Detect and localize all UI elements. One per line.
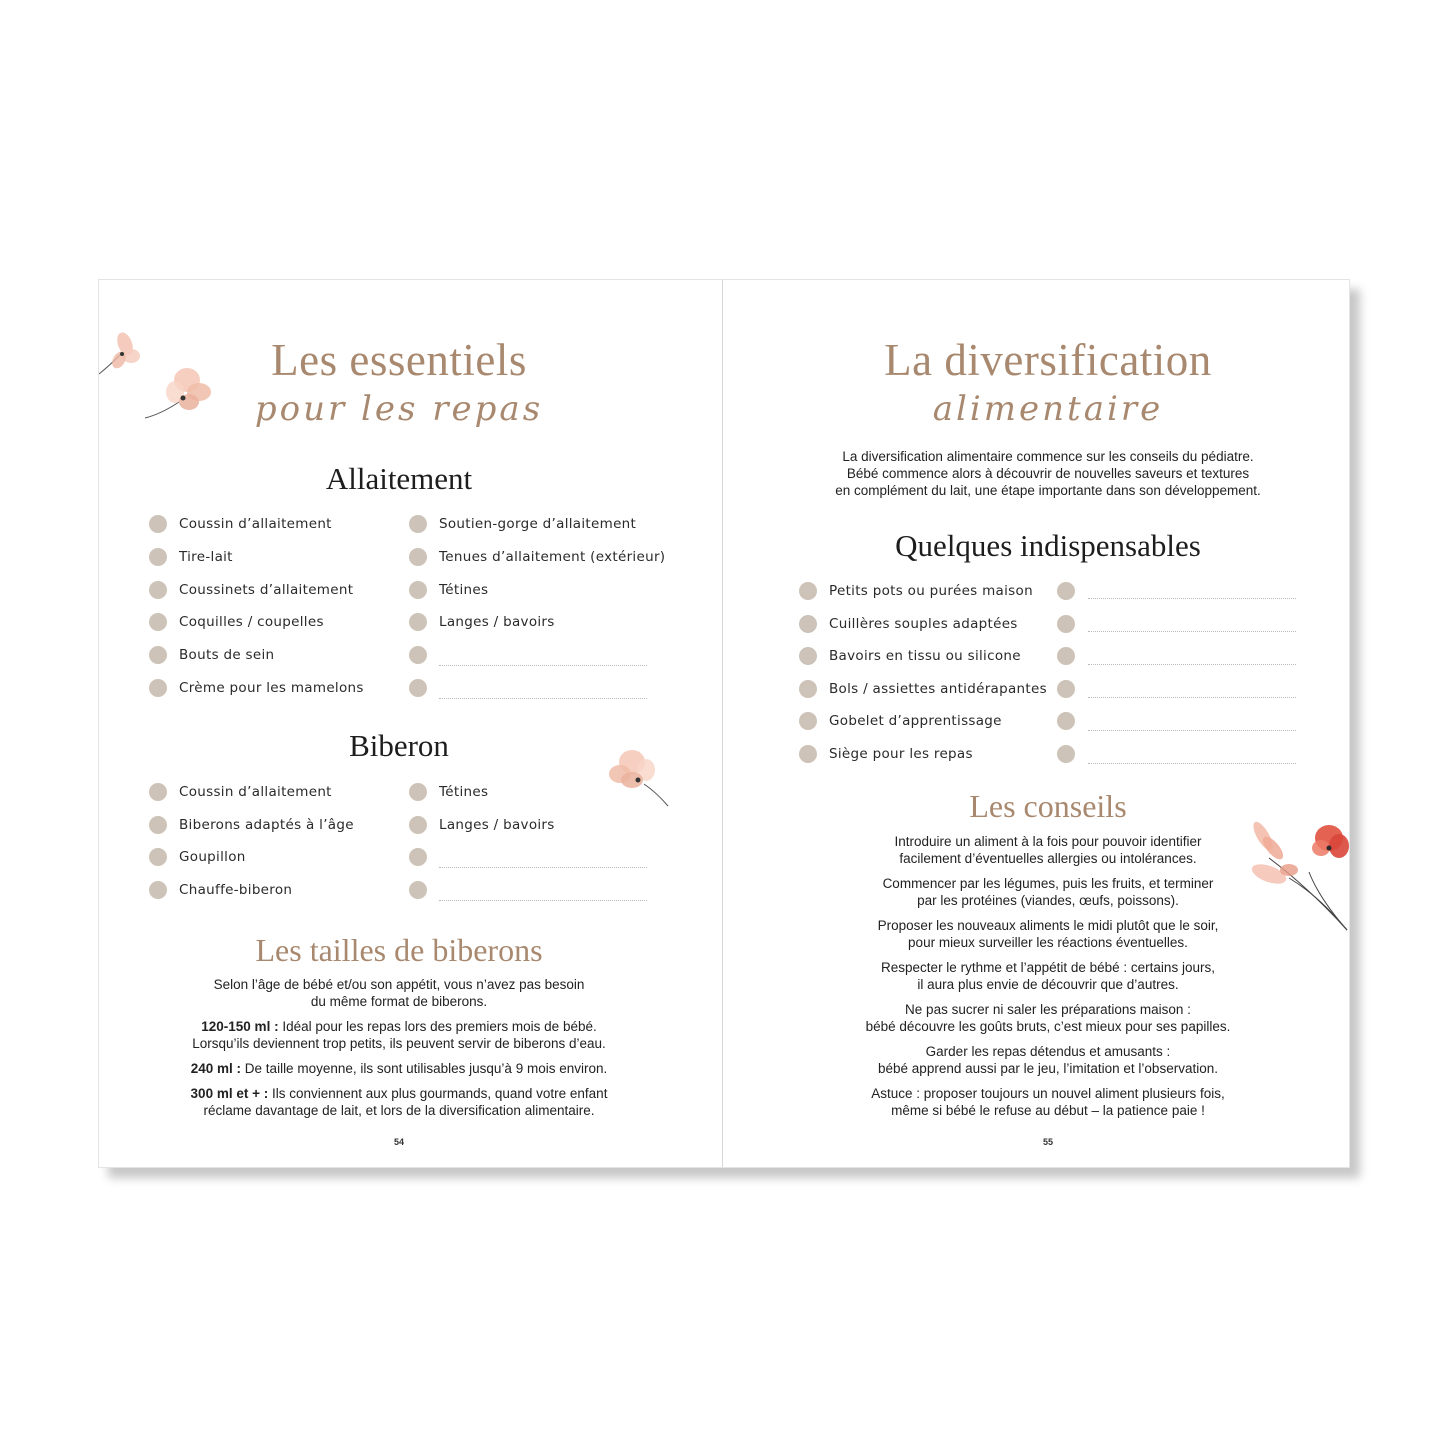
write-in-line[interactable] (1088, 730, 1296, 731)
checkbox-bullet[interactable] (149, 679, 167, 697)
write-in-line[interactable] (439, 698, 647, 699)
checklist-item[interactable]: Coussin d’allaitement (149, 513, 332, 535)
section-heading-allaitement: Allaitement (325, 461, 473, 496)
checkbox-bullet[interactable] (409, 816, 427, 834)
checkbox-bullet[interactable] (409, 848, 427, 866)
right-page (723, 280, 1349, 1167)
checkbox-bullet[interactable] (409, 581, 427, 599)
tailles-paragraph-240: 240 ml : De taille moyenne, ils sont utilisables jusqu’à 9 mois environ. (190, 1061, 608, 1076)
checkbox-bullet[interactable] (149, 848, 167, 866)
checkbox-bullet[interactable] (149, 646, 167, 664)
checklist-item[interactable]: Coquilles / coupelles (149, 611, 324, 633)
page-number: 54 (393, 1137, 404, 1147)
tailles-paragraph-300: 300 ml et + : Ils conviennent aux plus gourmands, quand votre enfant réclame davantage de lait, et lors de la diversification alimentaire. (190, 1086, 608, 1118)
checkbox-bullet[interactable] (409, 515, 427, 533)
tailles-intro: Selon l’âge de bébé et/ou son appétit, vous n’avez pas besoin du même format de biberons. (213, 977, 585, 1009)
checkbox-bullet[interactable] (149, 881, 167, 899)
checklist-item[interactable]: Chauffe-biberon (149, 879, 292, 901)
checklist-item-blank[interactable] (409, 644, 427, 666)
checklist-item[interactable]: Biberons adaptés à l’âge (149, 814, 354, 836)
checkbox-bullet[interactable] (1057, 615, 1075, 633)
left-page (99, 280, 723, 1167)
checklist-item-blank[interactable] (409, 879, 427, 901)
checklist-item-blank[interactable] (409, 677, 427, 699)
checkbox-bullet[interactable] (1057, 712, 1075, 730)
conseil-paragraph: Proposer les nouveaux aliments le midi plutôt que le soir, pour mieux surveiller les réactions éventuelles. (877, 918, 1219, 950)
checkbox-bullet[interactable] (799, 647, 817, 665)
checkbox-bullet[interactable] (1057, 647, 1075, 665)
checklist-item[interactable]: Tétines (409, 579, 488, 601)
write-in-line[interactable] (439, 665, 647, 666)
checklist-item-blank[interactable] (1057, 645, 1075, 667)
checkbox-bullet[interactable] (149, 613, 167, 631)
intro-paragraph: La diversification alimentaire commence sur les conseils du pédiatre. Bébé commence alors à découvrir de nouvelles saveurs et textures en complément du lait, une étape importante dans son développement. (835, 449, 1261, 498)
conseil-paragraph: Commencer par les légumes, puis les fruits, et terminer par les protéines (viandes, œufs, poissons). (882, 876, 1214, 908)
page-title: Les essentiels (271, 335, 527, 385)
checkbox-bullet[interactable] (1057, 745, 1075, 763)
conseil-paragraph: Respecter le rythme et l’appétit de bébé : certains jours, il aura plus envie de découvrir que d’autres. (881, 960, 1215, 992)
checkbox-bullet[interactable] (409, 679, 427, 697)
conseil-paragraph: Introduire un aliment à la fois pour pouvoir identifier facilement d’éventuelles allergies ou intolérances. (894, 834, 1202, 866)
checklist-item[interactable]: Tire-lait (149, 546, 233, 568)
write-in-line[interactable] (1088, 664, 1296, 665)
page-subtitle: alimentaire (932, 389, 1164, 429)
red-flower-icon (1249, 818, 1349, 934)
checklist-item[interactable]: Siège pour les repas (799, 743, 973, 765)
write-in-line[interactable] (1088, 598, 1296, 599)
checklist-item-blank[interactable] (1057, 613, 1075, 635)
checkbox-bullet[interactable] (409, 548, 427, 566)
checklist-item[interactable]: Langes / bavoirs (409, 814, 555, 836)
conseil-paragraph: Garder les repas détendus et amusants : bébé apprend aussi par le jeu, l’imitation et l’observation. (878, 1044, 1218, 1076)
checklist-item[interactable]: Crème pour les mamelons (149, 677, 364, 699)
checkbox-bullet[interactable] (149, 581, 167, 599)
page-subtitle: pour les repas (254, 389, 544, 429)
flower-right-icon (604, 742, 674, 810)
checklist-item[interactable]: Coussin d’allaitement (149, 781, 332, 803)
write-in-line[interactable] (439, 900, 647, 901)
tailles-paragraph-120: 120-150 ml : Idéal pour les repas lors des premiers mois de bébé. Lorsqu’ils deviennent trop petits, ils peuvent servir de biberons d’eau. (192, 1019, 606, 1051)
checklist-item[interactable]: Goupillon (149, 846, 246, 868)
flower-small-icon (99, 330, 140, 374)
checkbox-bullet[interactable] (409, 613, 427, 631)
checklist-item[interactable]: Petits pots ou purées maison (799, 580, 1033, 602)
checklist-item-blank[interactable] (1057, 580, 1075, 602)
conseil-paragraph: Astuce : proposer toujours un nouvel aliment plusieurs fois, même si bébé le refuse au début – la patience paie ! (871, 1086, 1225, 1118)
checklist-item[interactable]: Tenues d’allaitement (extérieur) (409, 546, 665, 568)
checklist-item[interactable]: Bavoirs en tissu ou silicone (799, 645, 1021, 667)
write-in-line[interactable] (1088, 631, 1296, 632)
checklist-item[interactable]: Cuillères souples adaptées (799, 613, 1018, 635)
page-number: 55 (1042, 1137, 1053, 1147)
checklist-item-blank[interactable] (409, 846, 427, 868)
page-title: La diversification (884, 335, 1212, 385)
checklist-item-blank[interactable] (1057, 678, 1075, 700)
checkbox-bullet[interactable] (1057, 582, 1075, 600)
checkbox-bullet[interactable] (1057, 680, 1075, 698)
checkbox-bullet[interactable] (149, 548, 167, 566)
conseil-paragraph: Ne pas sucrer ni saler les préparations maison : bébé découvre les goûts bruts, c’est mieux pour ses papilles. (865, 1002, 1231, 1034)
write-in-line[interactable] (439, 867, 647, 868)
section-heading-biberon: Biberon (349, 728, 449, 763)
checklist-item[interactable]: Coussinets d’allaitement (149, 579, 353, 601)
checkbox-bullet[interactable] (799, 745, 817, 763)
book-spread (98, 279, 1350, 1168)
checkbox-bullet[interactable] (149, 816, 167, 834)
section-heading-tailles: Les tailles de biberons (255, 932, 543, 968)
conseils-list (798, 833, 1298, 1119)
checkbox-bullet[interactable] (409, 881, 427, 899)
section-heading-conseils: Les conseils (969, 788, 1127, 824)
checklist-item-blank[interactable] (1057, 743, 1075, 765)
checkbox-bullet[interactable] (799, 680, 817, 698)
checkbox-bullet[interactable] (149, 783, 167, 801)
checkbox-bullet[interactable] (409, 646, 427, 664)
checkbox-bullet[interactable] (799, 582, 817, 600)
checklist-item[interactable]: Bols / assiettes antidérapantes (799, 678, 1047, 700)
write-in-line[interactable] (1088, 763, 1296, 764)
checklist-item[interactable]: Bouts de sein (149, 644, 274, 666)
section-heading-indispensables: Quelques indispensables (895, 528, 1201, 563)
checklist-item-blank[interactable] (1057, 710, 1075, 732)
checkbox-bullet[interactable] (409, 783, 427, 801)
checklist-item[interactable]: Soutien-gorge d’allaitement (409, 513, 636, 535)
write-in-line[interactable] (1088, 697, 1296, 698)
checkbox-bullet[interactable] (149, 515, 167, 533)
checklist-item[interactable]: Langes / bavoirs (409, 611, 555, 633)
checkbox-bullet[interactable] (799, 615, 817, 633)
checklist-item[interactable]: Tétines (409, 781, 488, 803)
checklist-item[interactable]: Gobelet d’apprentissage (799, 710, 1002, 732)
checkbox-bullet[interactable] (799, 712, 817, 730)
